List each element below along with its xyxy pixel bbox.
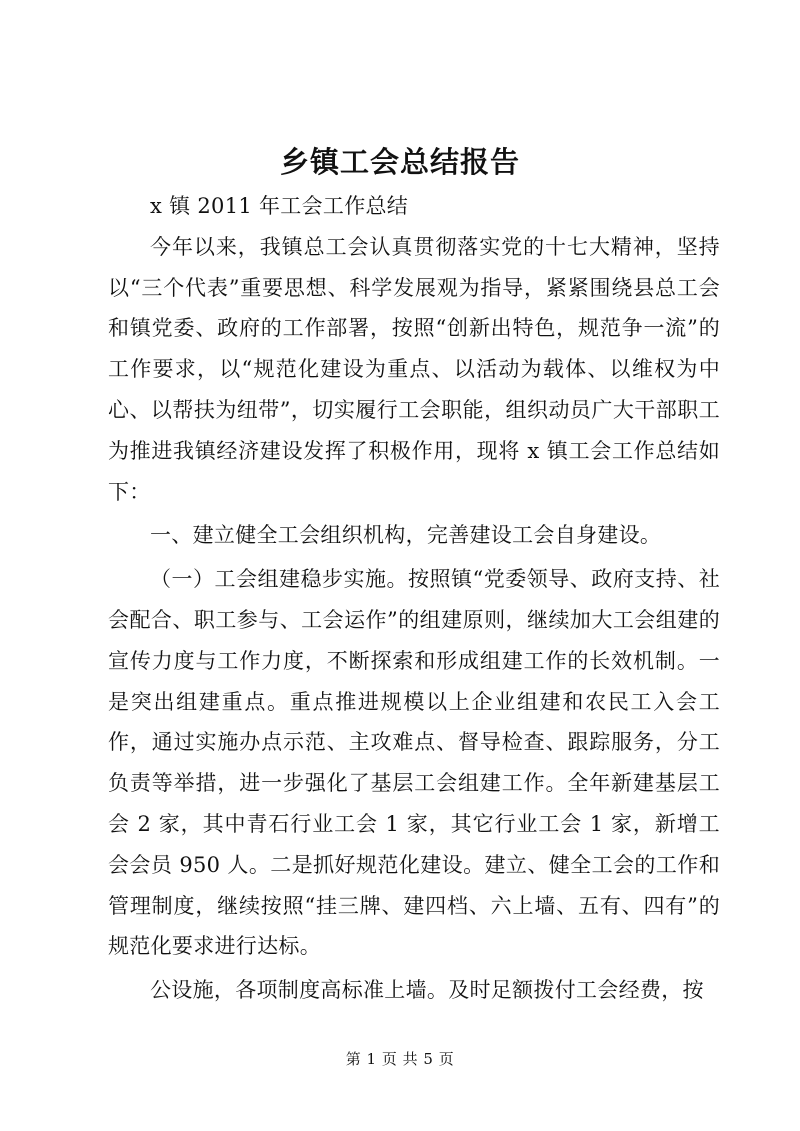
document-body bbox=[108, 186, 720, 1011]
page-footer: 第 1 页 共 5 页 bbox=[345, 1050, 455, 1068]
paragraph-subsection-1: （一）工会组建稳步实施。按照镇“党委领导、政府支持、社会配合、职工参与、工会运作”的组建原则，继续加大工会组建的宣传力度与工作力度，不断探索和形成组建工作的长效机制。一是突出组建重点。重点推进规模以上企业组建和农民工入会工作，通过实施办点示范、主攻难点、督导检查、跟踪服务，分工负责等举措，进一步强化了基层工会组建工作。全年新建基层工会 2 家，其中青石行业工会 1 家，其它行业工会 1 家，新增工会会员 950 人。二是抓好规范化建设。建立、健全工会的工作和管理制度，继续按照“挂三牌、建四档、六上墙、五有、四有”的规范化要求进行达标。 bbox=[108, 567, 720, 959]
paragraph-section-heading: 一、建立健全工会组织机构，完善建设工会自身建设。 bbox=[150, 523, 662, 548]
paragraph-intro: 今年以来，我镇总工会认真贯彻落实党的十七大精神，坚持以“三个代表”重要思想、科学发展观为指导，紧紧围绕县总工会和镇党委、政府的工作部署，按照“创新出特色，规范争一流”的工作要求，以“规范化建设为重点、以活动为载体、以维权为中心、以帮扶为纽带”，切实履行工会职能，组织动员广大干部职工为推进我镇经济建设发挥了积极作用，现将 x 镇工会工作总结如下： bbox=[108, 234, 720, 504]
paragraph-continuation: 公设施，各项制度高标准上墙。及时足额拨付工会经费，按 bbox=[150, 978, 704, 1003]
paragraph-subtitle: x 镇 2011 年工会工作总结 bbox=[150, 194, 409, 218]
document-title: 乡镇工会总结报告 bbox=[279, 145, 520, 179]
